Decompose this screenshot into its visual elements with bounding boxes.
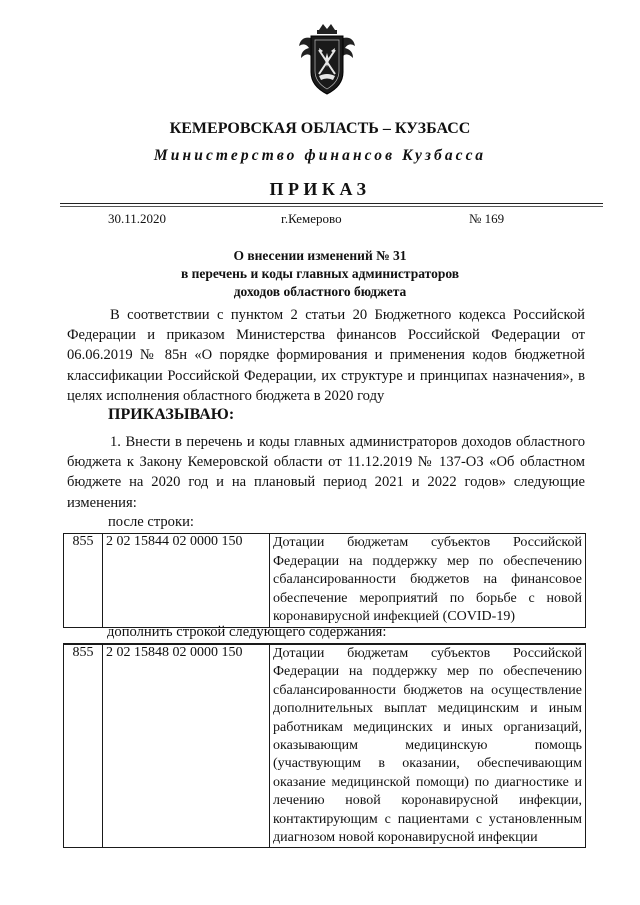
existing-row-table — [63, 533, 586, 628]
admin-code-cell: 855 — [64, 534, 103, 628]
added-row-table — [63, 643, 586, 848]
description-cell: Дотации бюджетам субъектов Российской Федерации на поддержку мер по обеспечению сбалансированности бюджетов на осуществление дополнительных выплат медицинским и иным работникам медицинских и иных организаций, оказывающим медицинскую помощь (участвующим в оказании, обеспечивающим оказание медицинской помощи) по диагностике и лечению новой коронавирусной инфекции, контактирующим с пациентами с установленным диагнозом новой коронавирусной инфекции — [270, 644, 586, 848]
table-row — [64, 534, 586, 628]
title-line-1: О внесении изменений № 31 — [233, 248, 407, 263]
order-heading: ПРИКАЗЫВАЮ: — [108, 406, 235, 423]
table-row — [64, 644, 586, 848]
item-1-paragraph: 1. Внести в перечень и коды главных администраторов доходов областного бюджета к Закону Кемеровской области от 11.12.2019 № 137-ОЗ «Об областном бюджете на 2020 год и на плановый период 2021 и 2022 годов» следующие изменения: — [67, 434, 585, 511]
organization-name: КЕМЕРОВСКАЯ ОБЛАСТЬ – КУЗБАСС — [169, 120, 471, 137]
document-type: ПРИКАЗ — [269, 179, 371, 199]
after-row-label: после строки: — [108, 514, 194, 530]
title-line-3: доходов областного бюджета — [233, 284, 407, 299]
revenue-code-cell: 2 02 15848 02 0000 150 — [103, 644, 270, 848]
revenue-code-cell: 2 02 15844 02 0000 150 — [103, 534, 270, 628]
title-line-2: в перечень и коды главных администраторов — [180, 266, 460, 281]
description-cell: Дотации бюджетам субъектов Российской Федерации на поддержку мер по обеспечению сбалансированности бюджетов на финансовое обеспечение мероприятий по борьбе с новой коронавирусной инфекцией (COVID-19) — [270, 534, 586, 628]
admin-code-cell: 855 — [64, 644, 103, 848]
document-city: г.Кемерово — [281, 211, 342, 226]
add-row-label: дополнить строкой следующего содержания: — [107, 624, 387, 640]
kuzbass-coat-of-arms-icon — [297, 20, 357, 98]
header-rule-thin — [60, 206, 603, 207]
header-rule — [60, 203, 603, 204]
ministry-name: Министерство финансов Кузбасса — [153, 147, 487, 164]
document-number: № 169 — [469, 211, 505, 226]
preamble-paragraph: В соответствии с пунктом 2 статьи 20 Бюджетного кодекса Российской Федерации и приказом Министерства финансов Российской Федерации от 06.06.2019 № 85н «О порядке формирования и применения кодов бюджетной классификации Российской Федерации, их структуре и принципах назначения», в целях исполнения областного бюджета в 2020 году — [67, 307, 585, 404]
document-date: 30.11.2020 — [108, 211, 167, 226]
